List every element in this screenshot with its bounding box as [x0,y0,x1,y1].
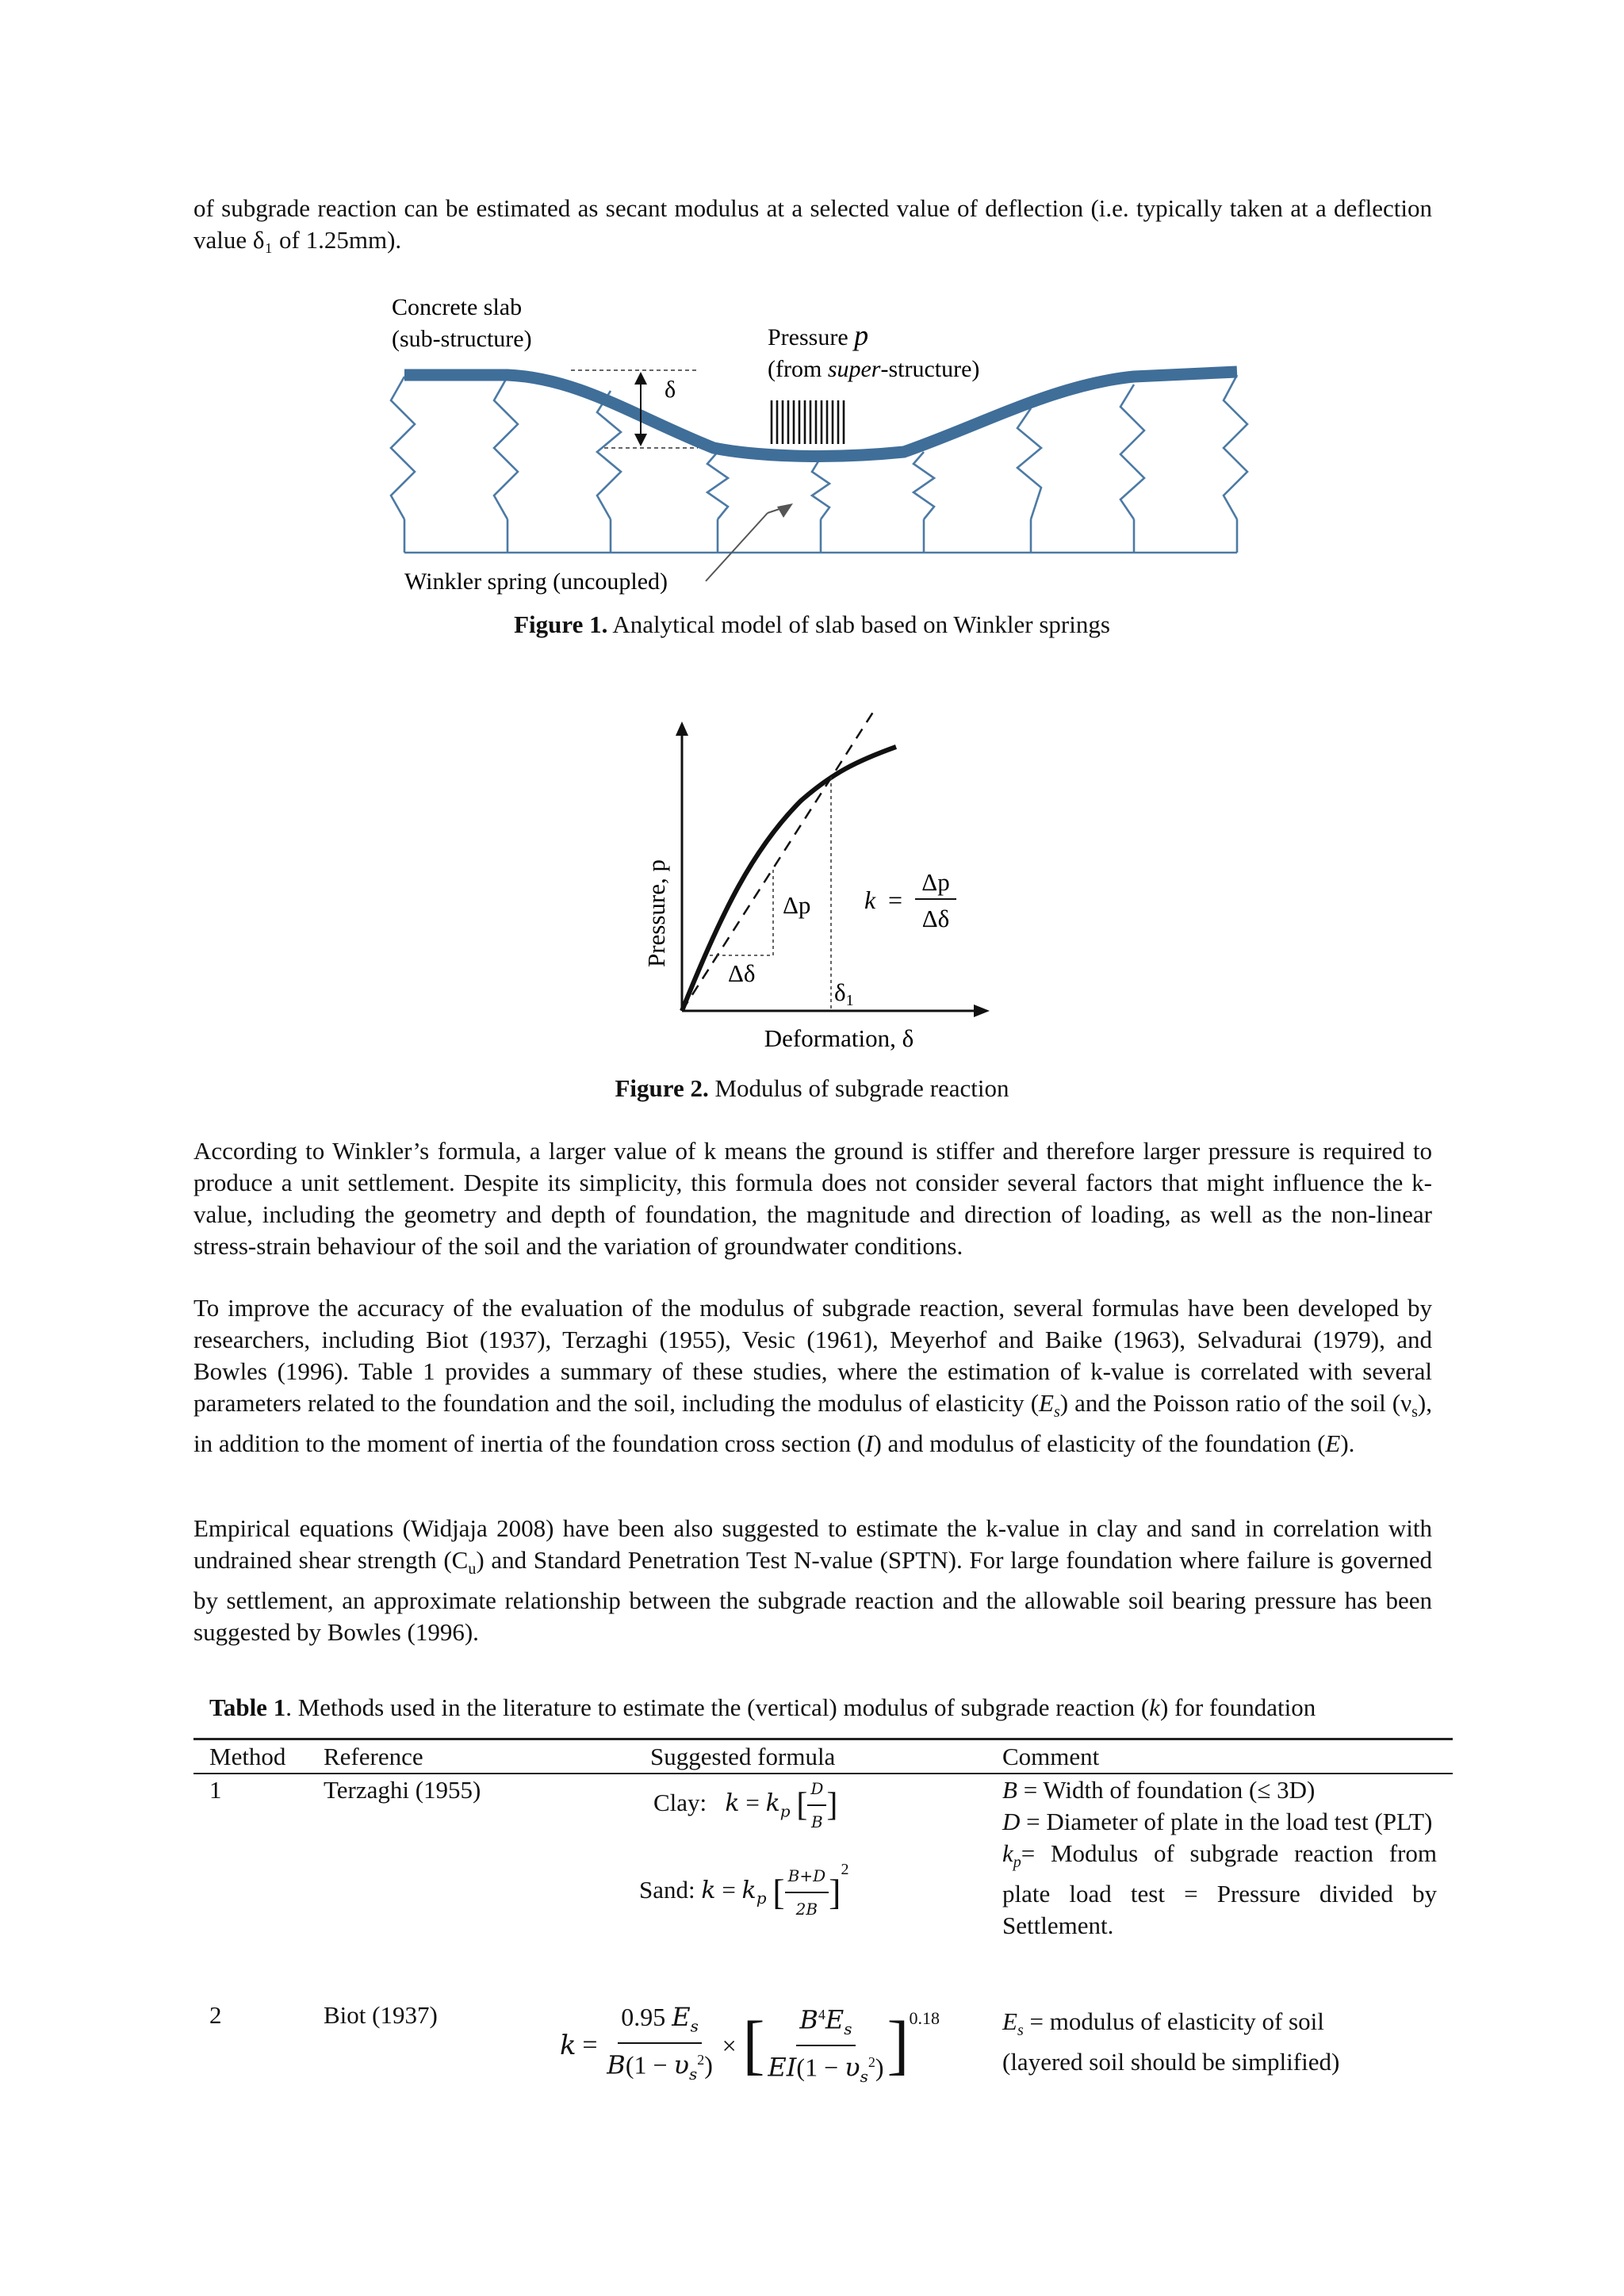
figure-2-caption: Figure 2. Modulus of subgrade reaction [615,1074,1009,1102]
row-2-reference: Biot (1937) [324,2001,438,2029]
label-sub-structure: (sub-structure) [392,326,532,352]
equals-sign: = [888,886,903,914]
terzaghi-sand-formula: Sand: $k = k_p$ [ $\frac{B+D}{2B}$ ]$^2$ [639,1861,849,1919]
header-method: Method [209,1743,286,1770]
row-2-comment: $E_s$ = modulus of elasticity of soil (layered soil should be simplified) [1002,2007,1340,2076]
secant-line [682,707,876,1011]
y-axis-label: Pressure, p [642,859,670,968]
paragraph-formulas: To improve the accuracy of the evaluation of the modulus of subgrade reaction, several formulas have been developed by researchers, including Biot (1937), Terzaghi (1955), Vesic (1961), Meyerhof and Baike (1963), Selvadurai (1979), and Bowles (1996). Table 1 provides a summary of these studies, where the estimation of k-value is correlated with several parameters related to the foundation and the soil, including the modulus of elasticity $(E_s)$ and the Poisson ratio of the soil $(\nu_s)$, in addition to the moment of inertia of the foundation cross section (I) and modulus of elasticity of the foundation (E). [193,1294,1432,1458]
delta-delta-label: Δδ [728,959,756,987]
winkler-springs [391,375,1247,553]
label-super-structure: (from super-structure) [768,356,980,382]
paragraph-winkler: According to Winkler’s formula, a larger value of k means the ground is stiffer and therefore larger pressure is required to produce a unit settlement. Despite its simplicity, this formula does not consider several factors that might influence the k-value, including the geometry and depth of foundation, the magnitude and direction of loading, as well as the non-linear stress-strain behaviour of the soil and the variation of groundwater conditions. [193,1137,1432,1260]
delta-1-label: δ1 [834,978,854,1009]
paragraph-intro: of subgrade reaction can be estimated as secant modulus at a selected value of deflection (i.e. typically taken at a deflection value δ₁ of 1.25mm). [193,194,1432,254]
header-suggested-formula: Suggested formula [650,1743,836,1770]
pressure-load-bars [772,400,844,444]
k-fraction-denominator: Δδ [921,905,950,932]
header-reference: Reference [324,1743,423,1770]
pressure-deformation-curve [682,747,896,1011]
k-symbol: k [864,886,876,914]
biot-exponent: 0.18 [909,2008,940,2028]
delta-p-label: Δp [783,891,811,919]
label-pressure: Pressure p [768,320,869,351]
biot-formula: k = $\frac{0.95 E_s}{B(1 - \upsilon_s^2)}$ × [ $\frac{B^4E_s}{EI(1 - \upsilon_s^2)}$ ] $^{0.18}$ [560,1998,940,2093]
label-winkler-spring: Winkler spring (uncoupled) [404,568,668,595]
terzaghi-clay-formula: Clay: $k = k_p$ [ $\frac{D}{B}$ ] [653,1773,837,1838]
row-2-method: 2 [209,2001,222,2029]
delta-label: δ [665,377,676,403]
row-1-method: 1 [209,1776,222,1804]
figure-2-subgrade-chart [619,698,999,1062]
header-comment: Comment [1002,1743,1100,1770]
x-axis-label: Deformation, δ [764,1024,914,1052]
label-concrete-slab: Concrete slab [392,294,523,320]
figure-1-winkler-model [381,289,1269,607]
row-1-comment: B = Width of foundation (≤ 3D) D = Diameter of plate in the load test (PLT) $k_p=$ Modulus of subgrade reaction from plate load test = Pressure divided by Settlement. [1002,1776,1437,1940]
figure-1-caption: Figure 1. Analytical model of slab based on Winkler springs [514,610,1110,638]
table-1-caption: Table 1. Methods used in the literature to estimate the (vertical) modulus of subgrade reaction (k) for foundation [209,1693,1316,1721]
k-fraction-numerator: Δp [921,868,950,896]
paragraph-empirical: Empirical equations (Widjaja 2008) have been also suggested to estimate the k-value in clay and sand in correlation with undrained shear strength $(C_u)$ and Standard Penetration Test N-value (SPTN). For large foundation where failure is governed by settlement, an approximate relationship between the subgrade reaction and the allowable soil bearing pressure has been suggested by Bowles (1996). [193,1514,1432,1647]
row-1-reference: Terzaghi (1955) [324,1776,481,1804]
table-top-rule [193,1738,1453,1740]
